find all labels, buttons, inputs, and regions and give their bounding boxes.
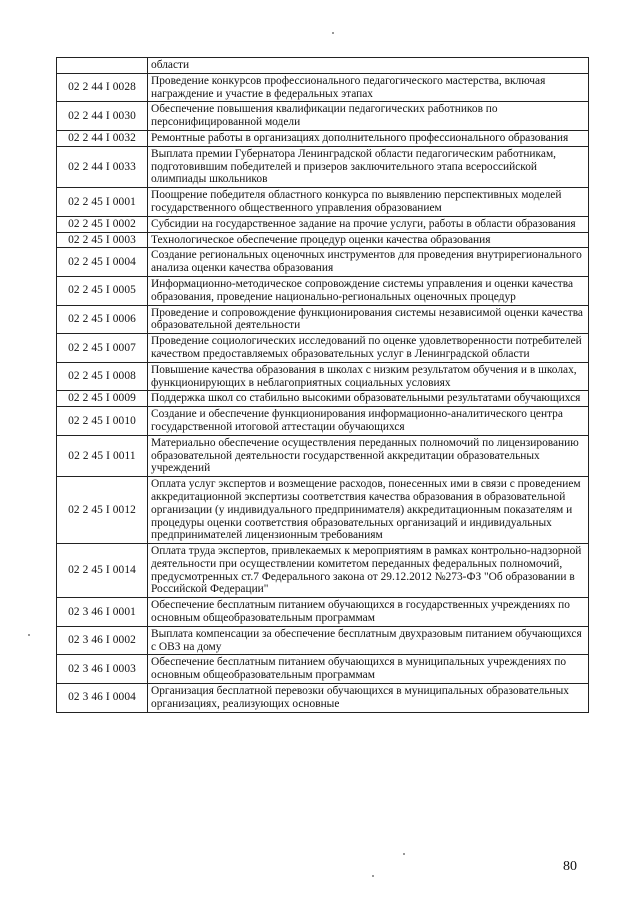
- table-row: [57, 305, 589, 334]
- row-description: Проведение социологических исследований по оценке удовлетворенности потребителей качеством предоставляемых образовательных услуг в Ленинградской области: [148, 334, 589, 363]
- row-description: Обеспечение повышения квалификации педагогических работников по персонифицированной модели: [148, 102, 589, 131]
- table-row: [57, 544, 589, 598]
- row-code: 02 2 44 I 0030: [57, 102, 148, 131]
- row-description: области: [148, 58, 589, 74]
- table-row: [57, 435, 589, 476]
- scan-speck: [332, 32, 334, 34]
- table-row: [57, 216, 589, 232]
- table-row: [57, 655, 589, 684]
- row-code: 02 2 44 I 0032: [57, 130, 148, 146]
- scan-speck: [372, 875, 374, 877]
- row-description: Информационно-методическое сопровождение системы управления и оценки качества образования, проведение национально-региональных оценочных процедур: [148, 276, 589, 305]
- row-code: 02 3 46 I 0002: [57, 626, 148, 655]
- row-code: 02 3 46 I 0004: [57, 684, 148, 713]
- table-row: [57, 626, 589, 655]
- row-description: Проведение и сопровождение функционирования системы независимой оценки качества образовательной деятельности: [148, 305, 589, 334]
- row-code: 02 2 45 I 0001: [57, 188, 148, 217]
- row-description: Создание региональных оценочных инструментов для проведения внутрирегионального анализа оценки качества образования: [148, 248, 589, 277]
- row-code: 02 2 45 I 0003: [57, 232, 148, 248]
- table-row: [57, 146, 589, 187]
- row-code: 02 2 45 I 0002: [57, 216, 148, 232]
- row-description: Поддержка школ со стабильно высокими образовательными результатами обучающихся: [148, 391, 589, 407]
- table-row: [57, 73, 589, 102]
- row-description: Материально обеспечение осуществления переданных полномочий по лицензированию образовательной деятельности государственной аккредитации образовательных учреждений: [148, 435, 589, 476]
- row-description: Создание и обеспечение функционирования информационно-аналитического центра государственной итоговой аттестации обучающихся: [148, 407, 589, 436]
- row-code: 02 2 45 I 0005: [57, 276, 148, 305]
- row-code: 02 2 45 I 0011: [57, 435, 148, 476]
- row-code: 02 2 45 I 0007: [57, 334, 148, 363]
- table-row: [57, 188, 589, 217]
- table-row: [57, 598, 589, 627]
- scan-speck: [28, 634, 30, 636]
- row-code: 02 2 45 I 0014: [57, 544, 148, 598]
- row-code: [57, 58, 148, 74]
- table-row: [57, 102, 589, 131]
- row-description: Ремонтные работы в организациях дополнительного профессионального образования: [148, 130, 589, 146]
- row-description: Оплата услуг экспертов и возмещение расходов, понесенных ими в связи с проведением аккредитационной экспертизы соответствия качества образования в образовательной организации (у индивидуального предпринимателя) аккредитационным показателям и процедуры оценки соответствия образовательных организаций и индивидуальных предпринимателей лицензионным требованиям: [148, 477, 589, 544]
- row-code: 02 2 44 I 0028: [57, 73, 148, 102]
- scan-speck: [403, 853, 405, 855]
- row-description: Повышение качества образования в школах с низким результатом обучения и в школах, функционирующих в неблагоприятных социальных условиях: [148, 362, 589, 391]
- row-code: 02 2 45 I 0004: [57, 248, 148, 277]
- table-row: [57, 276, 589, 305]
- table-row: [57, 391, 589, 407]
- row-description: Организация бесплатной перевозки обучающихся в муниципальных образовательных организациях, реализующих основные: [148, 684, 589, 713]
- budget-code-table: [56, 57, 589, 713]
- row-description: Проведение конкурсов профессионального педагогического мастерства, включая награждение и участие в федеральных этапах: [148, 73, 589, 102]
- row-code: 02 2 45 I 0012: [57, 477, 148, 544]
- row-description: Выплата премии Губернатора Ленинградской области педагогическим работникам, подготовившим победителей и призеров заключительного этапа всероссийской олимпиады школьников: [148, 146, 589, 187]
- table-row: [57, 248, 589, 277]
- row-code: 02 3 46 I 0001: [57, 598, 148, 627]
- row-code: 02 2 45 I 0006: [57, 305, 148, 334]
- row-description: Оплата труда экспертов, привлекаемых к мероприятиям в рамках контрольно-надзорной деятельности при осуществлении комитетом переданных федеральных полномочий, предусмотренных ст.7 Федерального закона от 29.12.2012 №273-ФЗ "Об образовании в Российской Федерации": [148, 544, 589, 598]
- table-row: [57, 58, 589, 74]
- row-description: Поощрение победителя областного конкурса по выявлению перспективных моделей государственного общественного управления образованием: [148, 188, 589, 217]
- table-row: [57, 477, 589, 544]
- row-description: Выплата компенсации за обеспечение бесплатным двухразовым питанием обучающихся с ОВЗ на дому: [148, 626, 589, 655]
- table-row: [57, 130, 589, 146]
- table-row: [57, 362, 589, 391]
- table-row: [57, 684, 589, 713]
- row-description: Обеспечение бесплатным питанием обучающихся в муниципальных учреждениях по основным общеобразовательным программам: [148, 655, 589, 684]
- row-description: Обеспечение бесплатным питанием обучающихся в государственных учреждениях по основным общеобразовательным программам: [148, 598, 589, 627]
- row-code: 02 2 45 I 0010: [57, 407, 148, 436]
- table-row: [57, 232, 589, 248]
- table-row: [57, 407, 589, 436]
- row-code: 02 2 45 I 0009: [57, 391, 148, 407]
- row-description: Технологическое обеспечение процедур оценки качества образования: [148, 232, 589, 248]
- row-description: Субсидии на государственное задание на прочие услуги, работы в области образования: [148, 216, 589, 232]
- page-number: 80: [563, 859, 577, 874]
- row-code: 02 3 46 I 0003: [57, 655, 148, 684]
- row-code: 02 2 44 I 0033: [57, 146, 148, 187]
- table-row: [57, 334, 589, 363]
- row-code: 02 2 45 I 0008: [57, 362, 148, 391]
